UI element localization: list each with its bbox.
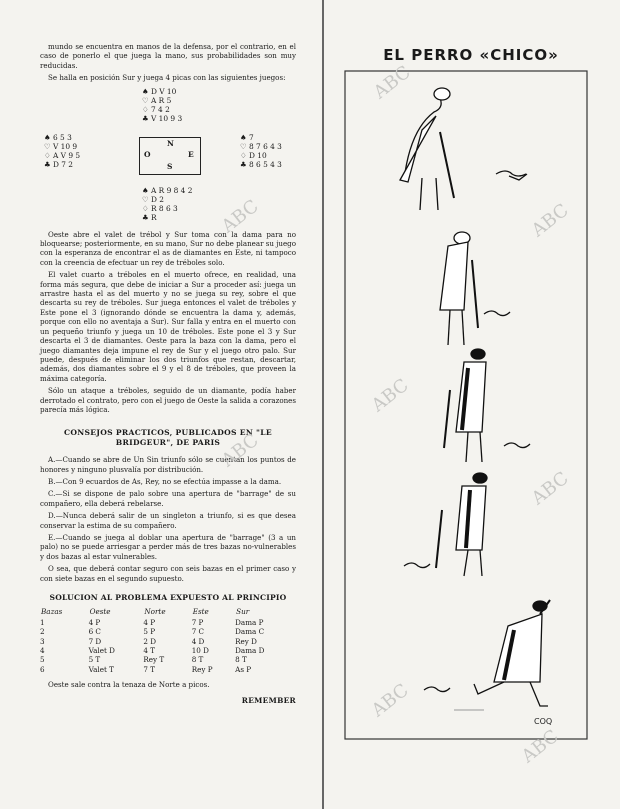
solucion-row xyxy=(40,618,296,627)
cartoon-strip xyxy=(344,70,588,740)
signature: REMEMBER xyxy=(241,695,296,705)
solucion-cell: 7 D xyxy=(88,636,102,646)
bridge-hand-diagram xyxy=(40,87,296,182)
solucion-cell: 1 xyxy=(40,617,45,627)
solucion-cell: Dama D xyxy=(235,646,265,656)
solucion-row xyxy=(40,637,296,646)
watermark: ABC xyxy=(517,725,563,768)
panel-1 xyxy=(400,88,527,210)
solucion-cell: Valet D xyxy=(88,646,115,656)
solucion-table: Bazas Oeste Norte Este Sur 1 4 P 4 P 7 P Dama P 2 6 C 5 P 7 C Dama C 3 7 D 2 D 4 D Rey D 4 Valet D 4 T 10 D Dama D 5 5 T Rey T 8 T 8 T 6 Valet T 7 T Rey P As P xyxy=(40,606,296,674)
consejo-item: O sea, que deberá contar seguro con seis bazas en el primer caso y con siete bazas en el segundo supuesto. xyxy=(40,564,296,583)
panel-2 xyxy=(440,232,510,345)
consejo-item: A.—Cuando se abre de Un Sin triunfo sólo se cuentan los puntos de honores y ninguno plusvalía por distribución. xyxy=(40,455,296,474)
watermark: ABC xyxy=(367,374,413,417)
intro-paragraph: Se halla en posición Sur y juega 4 picas con las siguientes juegos: xyxy=(48,73,286,83)
solucion-cell: Dama P xyxy=(235,617,264,627)
solucion-cell: 5 P xyxy=(143,627,156,637)
artist-signature: COQ xyxy=(534,717,553,726)
column-divider xyxy=(322,0,324,809)
body-paragraph: Sólo un ataque a tréboles, seguido de un diamante, podía haber derrotado el contrato, pero con el juego de Oeste la salida a corazones parecía más lógica. xyxy=(40,386,296,414)
solucion-cell: 5 xyxy=(40,655,45,665)
solucion-cell: 2 xyxy=(40,627,45,637)
solucion-row xyxy=(40,627,296,636)
solucion-row xyxy=(40,665,296,674)
solucion-row xyxy=(40,646,296,655)
solucion-cell: 10 D xyxy=(191,646,209,656)
solucion-rows xyxy=(40,618,296,674)
body-paragraph: Oeste abre el valet de trébol y Sur toma con la dama para no bloquearse; posteriormente, en su mano, Sur no debe planear su juego con la esperanza de encontrar el as de diamantes en Este, ni tampoco con la creencia de efectuar un rey de tréboles solo. xyxy=(40,229,296,267)
solucion-cell: 7 P xyxy=(191,617,204,627)
solucion-cell: 6 C xyxy=(88,627,101,637)
left-column xyxy=(40,42,296,705)
solucion-cell: 7 T xyxy=(143,664,156,674)
closing-line: Oeste sale contra la tenaza de Norte a picos. xyxy=(48,680,210,690)
solucion-cell: 4 xyxy=(40,646,45,656)
solucion-cell: Rey T xyxy=(143,655,165,665)
north-hand: ♠ D V 10 ♡ A R 5 ♢ 7 4 2 ♣ V 10 9 3 xyxy=(142,86,183,123)
solucion-cell: Rey D xyxy=(235,636,257,646)
consejos-heading: CONSEJOS PRACTICOS, PUBLICADOS EN "LE BRIDGEUR", DE PARIS xyxy=(64,428,272,447)
consejo-item: D.—Nunca deberá salir de un singleton a triunfo, si es que desea conservar la estima de su compañero. xyxy=(40,511,296,530)
body-paragraph: El valet cuarto a tréboles en el muerto ofrece, en realidad, una forma más segura, que debe de iniciar a Sur a proceder así: juega un arrastre hasta el as del muerto y no se juega su rey, sobre el que descarta su rey de tréboles. Sur juega entonces el valet de tréboles y Este pone el 3 (ignorando dónde se encuentra la dama y, además, porque con ello no aventaja a Sur). Sur falla y entra en el muerto con un pequeño triunfo y juega un 10 de tréboles. Este pone el 3 y Sur descarta el 3 de diamantes. Oeste para la baza con la dama, pero el juego diamantes deja impune el rey de Sur y el juego otro palo. Sur puede, después de eliminar los dos triunfos que restan, descartar, además, dos diamantes sobre el 9 y el 8 de tréboles, que proveen la máxima categoría. xyxy=(40,270,296,383)
watermark: ABC xyxy=(217,429,263,472)
consejo-item: C.—Si se dispone de palo sobre una apertura de "barrage" de su compañero, ella deberá rebelarse. xyxy=(40,489,296,508)
east-hand: ♠ 7 ♡ 8 7 6 4 3 ♢ D 10 ♣ 8 6 5 4 3 xyxy=(240,132,282,169)
west-hand: ♠ 6 5 3 ♡ V 10 9 ♢ A V 9 5 ♣ D 7 2 xyxy=(44,132,81,169)
solucion-cell: 7 C xyxy=(191,627,205,637)
solucion-cell: Valet T xyxy=(88,664,114,674)
solucion-cell: 4 P xyxy=(143,617,156,627)
south-hand: ♠ A R 9 8 4 2 ♡ D 2 ♢ R 8 6 3 ♣ R xyxy=(142,185,193,222)
solucion-cell: 8 T xyxy=(191,655,204,665)
solucion-cell: 5 T xyxy=(88,655,101,665)
solucion-cell: 3 xyxy=(40,636,45,646)
cartoon-title: EL PERRO «CHICO» xyxy=(383,46,559,64)
watermark: ABC xyxy=(369,61,415,104)
solucion-cell: 4 D xyxy=(191,636,205,646)
solucion-cell: Rey P xyxy=(191,664,213,674)
solucion-cell: 2 D xyxy=(143,636,156,646)
panel-4 xyxy=(404,473,487,576)
watermark: ABC xyxy=(527,199,573,242)
compass-box: N O E S xyxy=(139,137,201,175)
panel-5 xyxy=(424,600,550,710)
solucion-cell: 8 T xyxy=(235,655,247,665)
solucion-cell: 6 xyxy=(40,664,45,674)
solucion-cell: Dama C xyxy=(235,627,265,637)
watermark: ABC xyxy=(527,467,573,510)
consejo-item: E.—Cuando se juega al doblar una apertura de "barrage" (3 a un palo) no se puede arriesgar a perder más de tres bazas no-vulnerables y dos bazas al estar vulnerables. xyxy=(40,533,296,561)
solucion-row xyxy=(40,655,296,664)
watermark: ABC xyxy=(367,679,413,722)
panel-3 xyxy=(444,349,530,462)
solucion-cell: 4 P xyxy=(88,617,101,627)
intro-paragraph: mundo se encuentra en manos de la defensa, por el contrario, en el caso de ponerlo el que juega la mano, sus probabilidades son muy reducidas. xyxy=(40,42,296,70)
solucion-cell: As P xyxy=(235,664,252,674)
watermark: ABC xyxy=(217,195,263,238)
solucion-heading: SOLUCION AL PROBLEMA EXPUESTO AL PRINCIPIO xyxy=(49,593,287,603)
consejo-item: B.—Con 9 ecuardos de As, Rey, no se efectúa impasse a la dama. xyxy=(48,476,282,486)
solucion-cell: 4 T xyxy=(143,646,156,656)
